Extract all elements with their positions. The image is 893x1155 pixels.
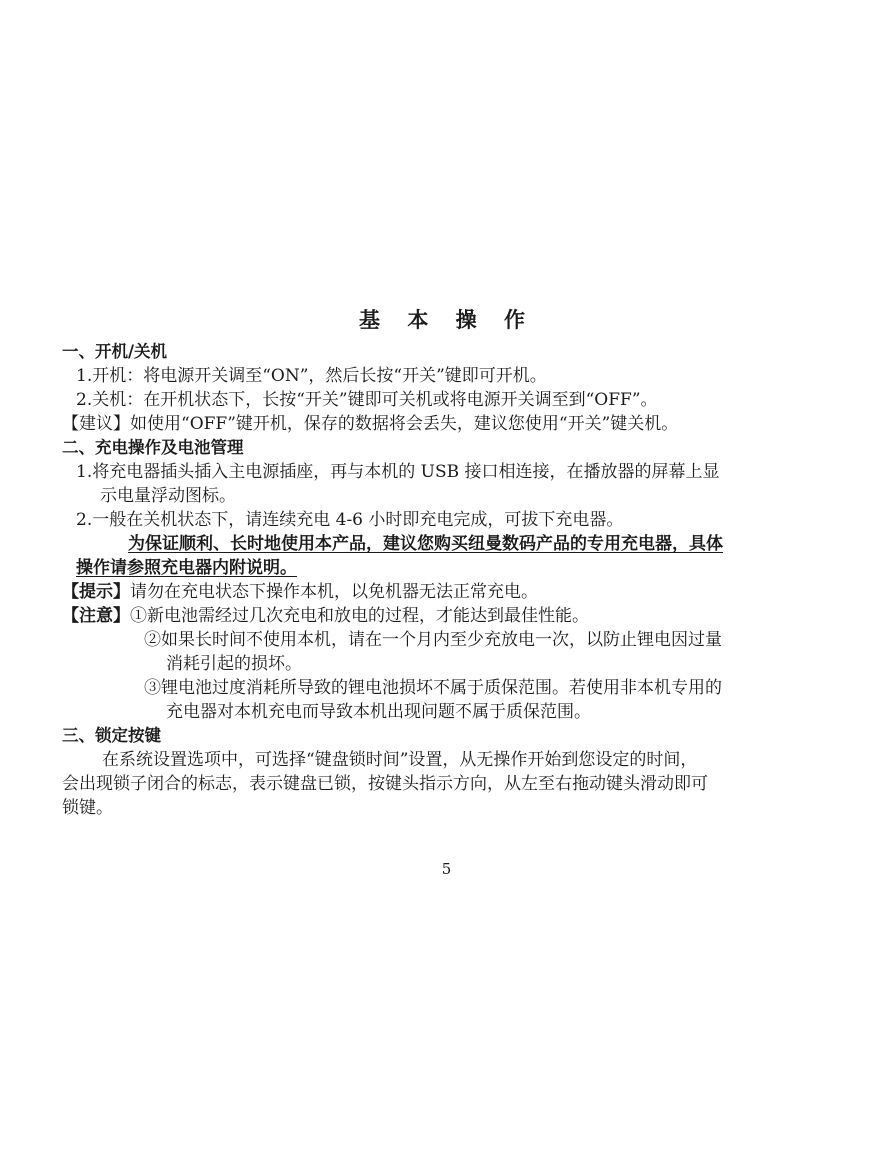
hint-tag: 【提示】 — [62, 582, 130, 602]
manual-page — [62, 306, 832, 820]
charging-item-2: 2.一般在关机状态下，请连续充电 4-6 小时即充电完成，可拔下充电器。 — [76, 510, 624, 530]
power-on-item: 1.开机：将电源开关调至“ON”，然后长按“开关”键即可开机。 — [76, 366, 547, 386]
lock-paragraph-line-3: 锁键。 — [62, 798, 113, 818]
power-tip — [62, 412, 832, 436]
section-heading-charging: 二、充电操作及电池管理 — [62, 438, 244, 457]
charging-note-1 — [62, 604, 832, 628]
note-1-text: ①新电池需经过几次充电和放电的过程，才能达到最佳性能。 — [130, 606, 589, 626]
tip-tag: 【建议】 — [62, 414, 130, 434]
note-tag: 【注意】 — [62, 606, 130, 626]
hint-text: 请勿在充电状态下操作本机，以免机器无法正常充电。 — [130, 582, 538, 602]
charging-note-2-line-1: ②如果长时间不使用本机，请在一个月内至少充放电一次，以防止锂电因过量 — [144, 630, 722, 650]
section-charging — [62, 436, 832, 724]
page-number: 5 — [441, 860, 452, 878]
lock-paragraph-line-2: 会出现锁子闭合的标志，表示键盘已锁，按键头指示方向，从左至右拖动键头滑动即可 — [62, 774, 708, 794]
page-title: 基 本 操 作 — [359, 308, 535, 332]
charger-recommendation-text-2: 操作请参照充电器内附说明。 — [76, 558, 297, 578]
section-heading-lock: 三、锁定按键 — [62, 726, 161, 745]
section-lock — [62, 724, 832, 820]
charging-note-2-line-2: 消耗引起的损坏。 — [166, 654, 302, 674]
tip-text: 如使用“OFF”键开机，保存的数据将会丢失，建议您使用“开关”键关机。 — [130, 414, 679, 434]
charger-recommendation-text-1: 为保证顺利、长时地使用本产品，建议您购买纽曼数码产品的专用充电器，具体 — [128, 534, 723, 554]
charging-hint — [62, 580, 832, 604]
charging-note-3-line-2: 充电器对本机充电而导致本机出现问题不属于质保范围。 — [166, 702, 591, 722]
charging-note-3-line-1: ③锂电池过度消耗所导致的锂电池损坏不属于质保范围。若使用非本机专用的 — [144, 678, 722, 698]
lock-paragraph-line-1: 在系统设置选项中，可选择“键盘锁时间”设置，从无操作开始到您设定的时间， — [102, 750, 698, 770]
charging-item-1-line-1: 1.将充电器插头插入主电源插座，再与本机的 USB 接口相连接，在播放器的屏幕上显 — [76, 462, 720, 482]
section-heading-power: 一、开机/关机 — [62, 342, 168, 361]
charger-recommendation-line-2 — [62, 556, 832, 580]
power-off-item: 2.关机：在开机状态下，长按“开关”键即可关机或将电源开关调至到“OFF”。 — [76, 390, 658, 410]
section-power — [62, 340, 832, 436]
charger-recommendation-line-1 — [62, 532, 832, 556]
charging-item-1-line-2: 示电量浮动图标。 — [100, 486, 236, 506]
